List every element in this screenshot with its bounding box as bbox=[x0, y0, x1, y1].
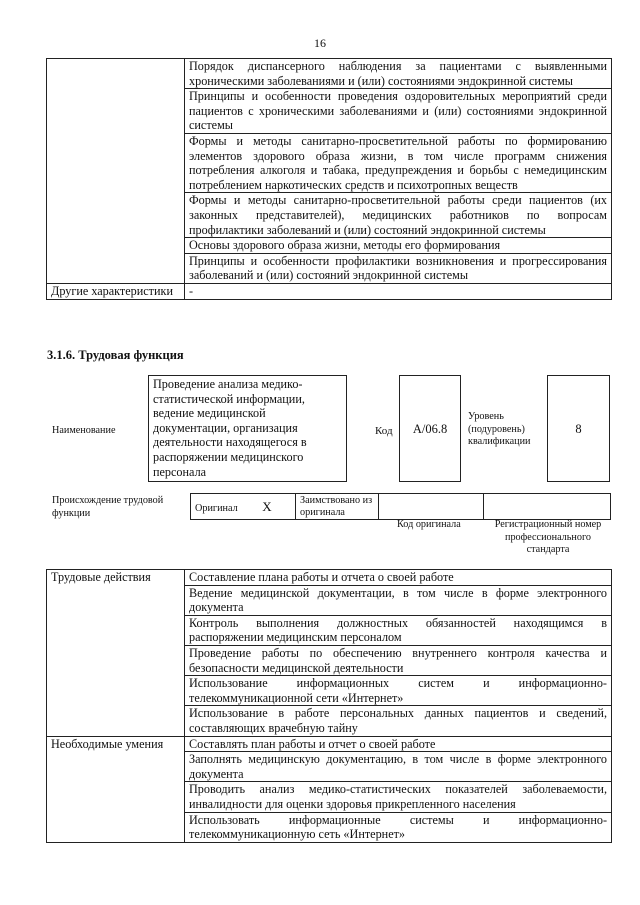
row-item-cell: Ведение медицинской документации, в том числе в форме электронного документа bbox=[185, 585, 612, 615]
row-item-cell: Формы и методы санитарно-просветительной работы по формированию элементов здорового образа жизни, в том числе программ снижения потребления алкоголя и табака, предупреждения и борьбы с немедицинским потреблением наркотических средств и психотропных веществ bbox=[185, 133, 612, 192]
row-item-cell: Составлять план работы и отчет о своей работе bbox=[185, 736, 612, 752]
row-item-cell: Принципы и особенности проведения оздоровительных мероприятий среди пациентов с хроническими заболеваниями и (или) состояниями эндокринной системы bbox=[185, 89, 612, 134]
work-actions-table bbox=[46, 569, 612, 843]
original-mark: X bbox=[262, 498, 272, 514]
row-item-cell: Использование информационных систем и информационно-телекоммуникационной сети «Интернет» bbox=[185, 676, 612, 706]
row-item-cell: Использование в работе персональных данных пациентов и сведений, составляющих врачебную тайну bbox=[185, 706, 612, 736]
row-category-cell bbox=[47, 59, 185, 284]
original-label: Оригинал bbox=[195, 502, 238, 514]
code-original-label: Код оригинала bbox=[397, 519, 461, 530]
row-category-cell: Необходимые умения bbox=[47, 736, 185, 842]
section-title: 3.1.6. Трудовая функция bbox=[47, 348, 184, 362]
row-item-cell: Основы здорового образа жизни, методы его формирования bbox=[185, 238, 612, 254]
row-item-cell: - bbox=[185, 283, 612, 299]
origin-table bbox=[190, 493, 611, 520]
row-item-cell: Проведение работы по обеспечению внутреннего контроля качества и безопасности медицинской деятельности bbox=[185, 645, 612, 675]
row-item-cell: Формы и методы санитарно-просветительной работы среди пациентов (их законных представителей), медицинских работников по вопросам профилактики заболеваний и (или) состояний эндокринной системы bbox=[185, 193, 612, 238]
code-label: Код bbox=[375, 425, 393, 437]
table-row bbox=[47, 283, 612, 299]
function-name-box: Проведение анализа медико-статистической информации, ведение медицинской документации, организация деятельности находящегося в распоряжении медицинского персонала bbox=[148, 375, 347, 482]
row-item-cell: Использовать информационные системы и информационно-телекоммуникационную сеть «Интернет» bbox=[185, 812, 612, 842]
level-value-box: 8 bbox=[547, 375, 610, 482]
code-original-cell bbox=[379, 494, 484, 520]
table-row bbox=[47, 59, 612, 89]
name-label: Наименование bbox=[52, 425, 116, 436]
row-item-cell: Принципы и особенности профилактики возникновения и прогрессирования заболеваний и (или) состояний эндокринной системы bbox=[185, 253, 612, 283]
original-cell bbox=[191, 494, 296, 520]
row-item-cell: Проводить анализ медико-статистических показателей заболеваемости, инвалидности для оценки здоровья прикрепленного населения bbox=[185, 782, 612, 812]
origin-label: Происхождение трудовой функции bbox=[52, 495, 164, 519]
table-row bbox=[47, 736, 612, 752]
code-value-box: A/06.8 bbox=[399, 375, 461, 482]
reg-number-cell bbox=[484, 494, 611, 520]
borrowed-cell: Заимствовано из оригинала bbox=[296, 494, 379, 520]
row-item-cell: Порядок диспансерного наблюдения за пациентами с выявленными хроническими заболеваниями и (или) состояниями эндокринной системы bbox=[185, 59, 612, 89]
row-item-cell: Контроль выполнения должностных обязанностей находящимся в распоряжении медицинским персоналом bbox=[185, 615, 612, 645]
page-number: 16 bbox=[314, 36, 326, 50]
row-item-cell: Составление плана работы и отчета о своей работе bbox=[185, 570, 612, 586]
reg-number-label: Регистрационный номер профессионального стандарта bbox=[494, 519, 602, 555]
table-row bbox=[47, 570, 612, 586]
level-label: Уровень (подуровень) квалификации bbox=[468, 411, 531, 447]
knowledge-table-continued bbox=[46, 58, 612, 300]
row-category-cell: Другие характеристики bbox=[47, 283, 185, 299]
row-category-cell: Трудовые действия bbox=[47, 570, 185, 737]
row-item-cell: Заполнять медицинскую документацию, в том числе в форме электронного документа bbox=[185, 752, 612, 782]
